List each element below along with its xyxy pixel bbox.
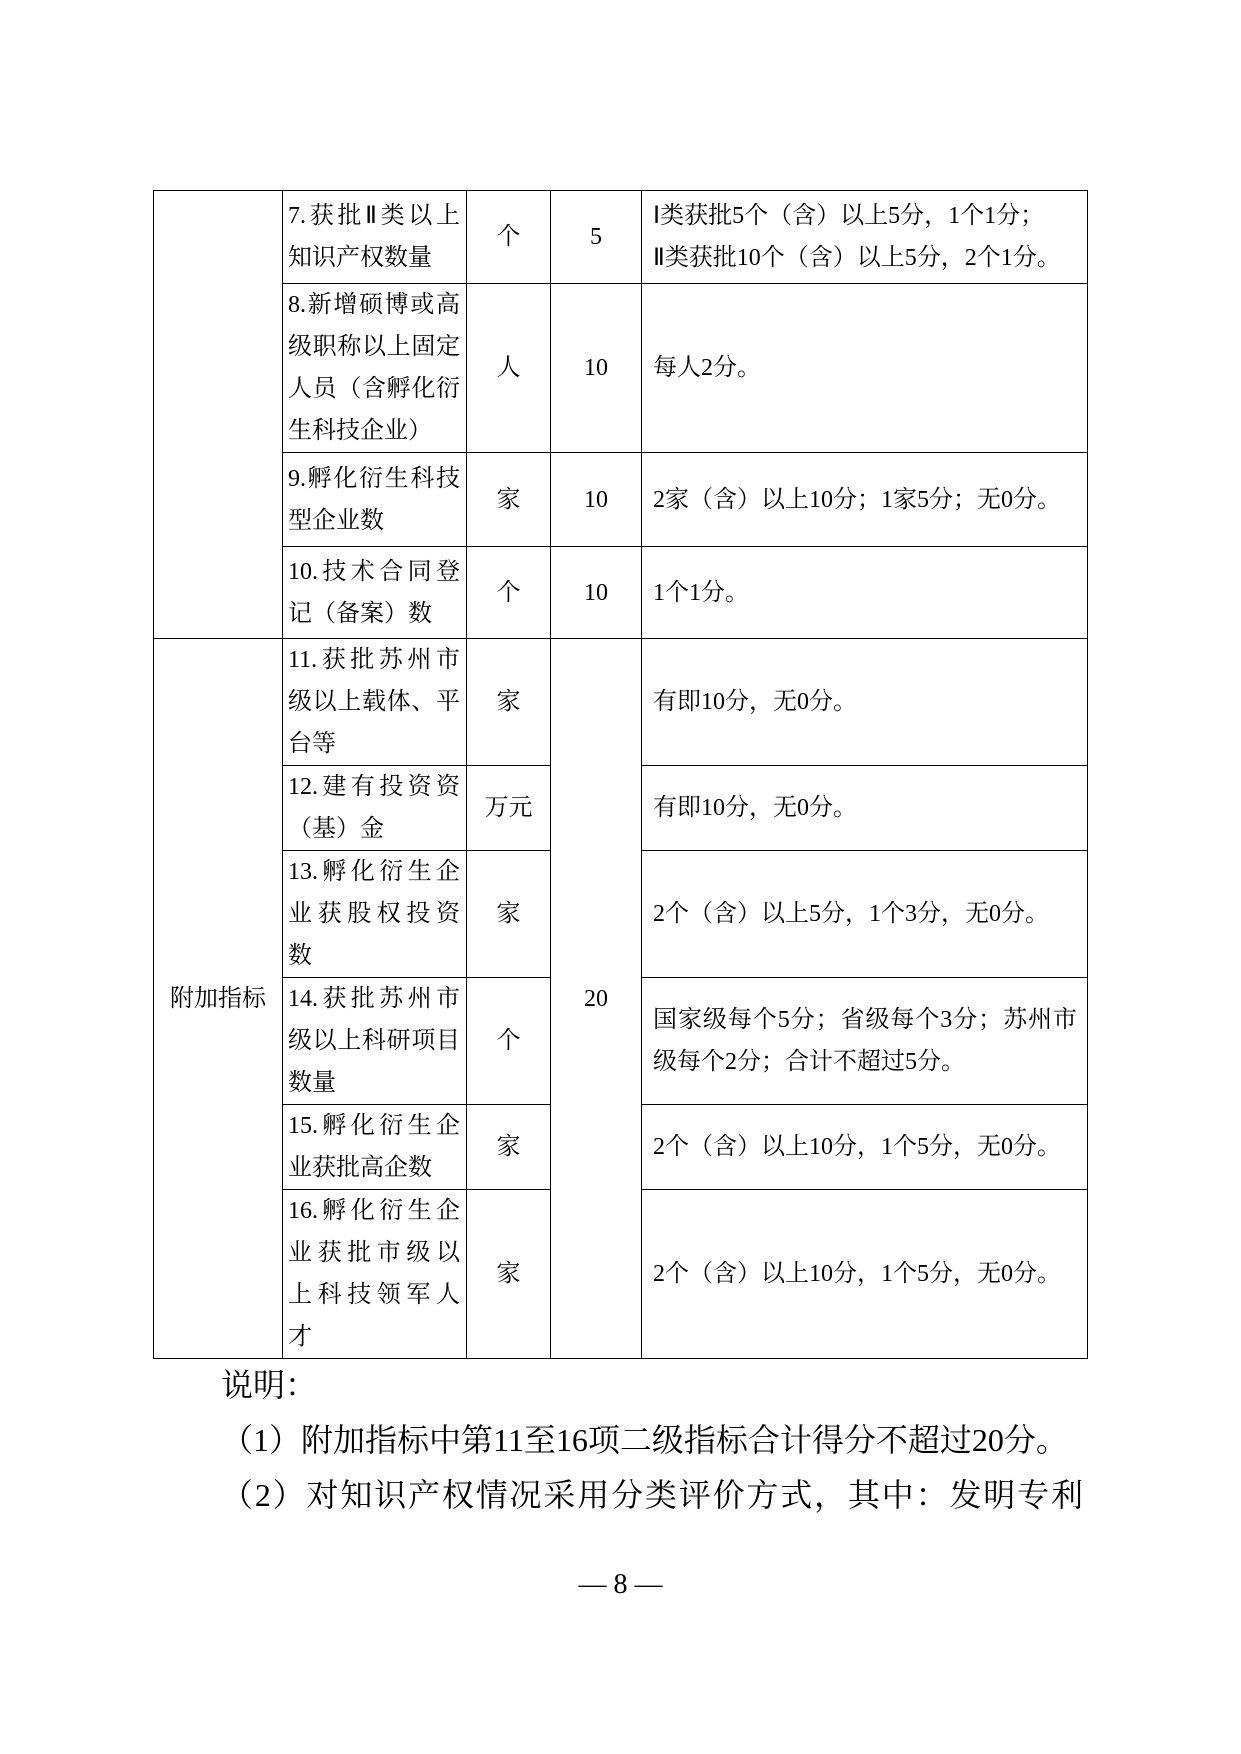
unit-cell: 家: [467, 453, 551, 547]
unit-cell: 家: [467, 851, 551, 978]
indicator-line: 知识产权数量: [288, 245, 432, 271]
unit-cell: 家: [467, 639, 551, 766]
indicator-line: 数量: [288, 1070, 336, 1096]
rule-line: 每人2分。: [653, 355, 761, 381]
rule-line: 1个1分。: [653, 579, 749, 606]
indicator-line: 人员（含孵化衍: [288, 376, 460, 402]
rule-line: 国家级每个5分；省级每个3分；苏州市: [653, 1007, 1077, 1033]
rule-line: 有即10分，无0分。: [653, 795, 857, 821]
indicator-cell: [283, 766, 467, 851]
indicator-line: 业获股权投资: [288, 901, 460, 927]
indicator-line: 7.获批Ⅱ类以上: [288, 203, 460, 229]
score-cell: 10: [551, 547, 642, 639]
table-row: [154, 639, 1088, 766]
indicator-line: 数: [288, 943, 312, 969]
rule-cell: [642, 851, 1088, 978]
category-cell: 附加指标: [154, 639, 283, 1359]
rule-line: 2个（含）以上10分，1个5分，无0分。: [653, 1261, 1061, 1287]
indicator-line: 上科技领军人: [288, 1282, 460, 1308]
rule-cell: [642, 191, 1088, 284]
rule-line: 有即10分，无0分。: [653, 689, 857, 715]
notes-section: [153, 1358, 1083, 1523]
indicator-cell: [283, 639, 467, 766]
indicator-line: 级职称以上固定: [288, 334, 460, 360]
indicator-line: （基）金: [288, 816, 384, 842]
rule-line: 2家（含）以上10分；1家5分；无0分。: [653, 486, 1061, 513]
score-cell: 10: [551, 453, 642, 547]
rule-line: 2个（含）以上5分，1个3分，无0分。: [653, 901, 1049, 927]
unit-cell: 家: [467, 1105, 551, 1190]
indicator-line: 型企业数: [288, 507, 384, 534]
unit-cell: 个: [467, 191, 551, 284]
unit-cell: 家: [467, 1190, 551, 1359]
rule-line: Ⅰ类获批5个（含）以上5分，1个1分；: [653, 203, 1045, 229]
indicator-cell: [283, 978, 467, 1105]
notes-heading: 说明：: [221, 1367, 318, 1403]
indicator-cell: [283, 1105, 467, 1190]
indicator-cell: [283, 453, 467, 547]
indicator-line: 级以上科研项目: [288, 1028, 460, 1054]
score-cell: 20: [551, 639, 642, 1359]
indicator-cell: [283, 851, 467, 978]
indicator-cell: [283, 1190, 467, 1359]
indicator-line: 生科技企业）: [288, 418, 432, 444]
rule-cell: [642, 639, 1088, 766]
unit-cell: 个: [467, 547, 551, 639]
indicator-cell: [283, 284, 467, 453]
indicator-table: [153, 190, 1088, 1359]
rule-line: 2个（含）以上10分，1个5分，无0分。: [653, 1134, 1061, 1160]
indicator-line: 10.技术合同登: [288, 558, 460, 585]
rule-cell: [642, 978, 1088, 1105]
table-row: [154, 191, 1088, 284]
rule-cell: [642, 766, 1088, 851]
unit-cell: 万元: [467, 766, 551, 851]
indicator-line: 才: [288, 1324, 312, 1350]
indicator-line: 16.孵化衍生企: [288, 1198, 460, 1224]
table-row: [154, 453, 1088, 547]
indicator-line: 14.获批苏州市: [288, 986, 460, 1012]
indicator-line: 业获批市级以: [288, 1240, 460, 1266]
indicator-cell: [283, 191, 467, 284]
indicator-cell: [283, 547, 467, 639]
rule-cell: [642, 1105, 1088, 1190]
indicator-line: 13.孵化衍生企: [288, 859, 460, 885]
rule-cell: [642, 453, 1088, 547]
page-number: — 8 —: [578, 1569, 663, 1600]
table-row: [154, 284, 1088, 453]
rule-cell: [642, 284, 1088, 453]
rule-cell: [642, 1190, 1088, 1359]
unit-cell: 人: [467, 284, 551, 453]
unit-cell: 个: [467, 978, 551, 1105]
table-row: [154, 547, 1088, 639]
indicator-line: 8.新增硕博或高: [288, 292, 460, 318]
indicator-line: 15.孵化衍生企: [288, 1113, 460, 1139]
rule-line: 级每个2分；合计不超过5分。: [653, 1049, 965, 1075]
indicator-line: 9.孵化衍生科技: [288, 465, 460, 492]
indicator-line: 台等: [288, 731, 336, 757]
indicator-line: 12.建有投资资: [288, 774, 460, 800]
indicator-line: 11.获批苏州市: [288, 647, 460, 673]
indicator-line: 级以上载体、平: [288, 689, 460, 715]
indicator-line: 业获批高企数: [288, 1155, 432, 1181]
note-item: （2）对知识产权情况采用分类评价方式，其中：发明专利: [221, 1477, 1083, 1513]
note-item: （1）附加指标中第11至16项二级指标合计得分不超过20分。: [221, 1422, 1068, 1458]
category-cell: [154, 191, 283, 639]
score-cell: 10: [551, 284, 642, 453]
indicator-line: 记（备案）数: [288, 600, 432, 627]
rule-cell: [642, 547, 1088, 639]
rule-line: Ⅱ类获批10个（含）以上5分，2个1分。: [653, 245, 1061, 271]
score-cell: 5: [551, 191, 642, 284]
